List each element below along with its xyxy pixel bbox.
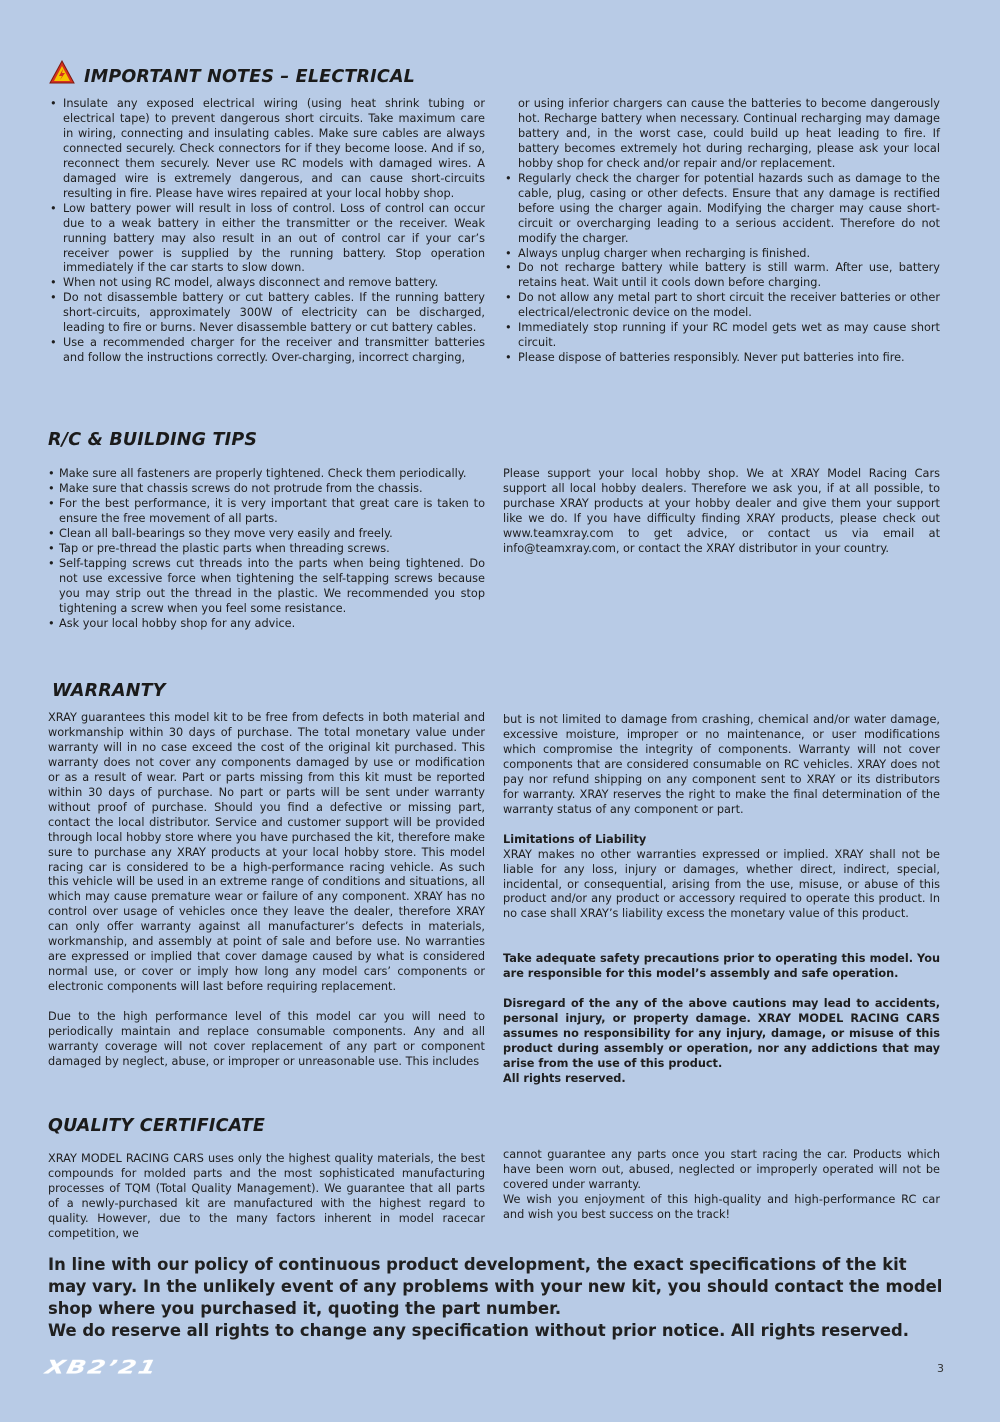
hobby-shop-note: Please support your local hobby shop. We at XRAY Model Racing Cars support all local hobby dealers. Therefore we ask you, if at all possible, to purchase XRAY products at your hobby dealer and give them your support like we do. If you have difficulty finding XRAY products, please check out www.teamxray.com to get advice, or contact us via email at info@teamxray.com, or contact the XRAY distributor in your country. <box>503 467 940 555</box>
list-item: • Do not disassemble battery or cut battery cables. If the running battery short-circuits, approximately 300W of electricity can be discharged, leading to fire or burns. Never disassemble battery or cut battery cables. <box>48 291 485 336</box>
list-item: • Low battery power will result in loss of control. Loss of control can occur due to a weak battery in either the transmitter or the receiver. Weak running battery may also result in an out of control car if your car’s receiver power is supplied by the running battery. Stop operation immediately if the car starts to slow down. <box>48 202 485 277</box>
list-item: • Use a recommended charger for the receiver and transmitter batteries and follow the instructions correctly. Over-charging, incorrect charging, <box>48 336 485 366</box>
list-item: • Ask your local hobby shop for any advice. <box>48 617 485 632</box>
list-item: • For the best performance, it is very important that great care is taken to ensure the free movement of all parts. <box>48 497 485 527</box>
list-item: • Immediately stop running if your RC model gets wet as may cause short circuit. <box>503 321 940 351</box>
quality-paragraph: XRAY MODEL RACING CARS uses only the highest quality materials, the best compounds for molded parts and the most sophisticated manufacturing processes of TQM (Total Quality Management). We guarantee that all parts of a newly-purchased kit are manufactured with the highest regard to quality. However, due to the many factors inherent in model racecar competition, we <box>48 1152 485 1240</box>
warranty-paragraph: but is not limited to damage from crashing, chemical and/or water damage, excessive moisture, improper or no maintenance, or user modifications which compromise the integrity of components. Warranty will not cover components that are considered consumable on RC vehicles. XRAY does not pay nor refund shipping on any component sent to XRAY or its distributors for warranty. XRAY reserves the right to make the final determination of the warranty status of any component or part. <box>503 713 940 816</box>
warranty-paragraph: XRAY guarantees this model kit to be free from defects in both material and workmanship within 30 days of purchase. The total monetary value under warranty will in no case exceed the cost of the original kit purchased. This warranty does not cover any components damaged by use or modification or as a result of wear. Part or parts missing from this kit must be reported within 30 days of purchase. No part or parts will be sent under warranty without proof of purchase. Should you find a defective or missing part, contact the local distributor. Service and customer support will be provided through local hobby store where you have purchased the kit, therefore make sure to purchase any XRAY products at your local hobby store. This model racing car is considered to be a high-performance racing vehicle. As such this vehicle will be used in an extreme range of conditions and situations, all which may cause premature wear or failure of any component. XRAY has no control over usage of vehicles once they leave the dealer, therefore XRAY can only offer warranty against all manufacturer’s defects in materials, workmanship, and assembly at point of sale and before use. No warranties are expressed or implied that cover damage caused by what is considered normal use, or cover or imply how long any model cars’ components or electronic components will last before requiring replacement. <box>48 711 485 994</box>
electrical-continuation: or using inferior chargers can cause the batteries to become dangerously hot. Recharge battery when necessary. Continual recharging may damage battery and, in the worst case, could build up heat leading to fire. If battery becomes extremely hot during recharging, please ask your local hobby shop for check and/or repair and/or replacement. <box>518 97 940 170</box>
page-number: 3 <box>937 1362 944 1375</box>
closing-line: We do reserve all rights to change any specification without prior notice. All rights reserved. <box>48 1321 909 1340</box>
quality-left-column <box>48 1152 485 1242</box>
quality-right-column <box>503 1148 940 1223</box>
xb2-logo: XB2’21 <box>43 1356 161 1378</box>
tips-left-column <box>48 467 485 631</box>
list-item: • Make sure that chassis screws do not protrude from the chassis. <box>48 482 485 497</box>
closing-line: In line with our policy of continuous product development, the exact specifications of the kit may vary. In the unlikely event of any problems with your new kit, you should contact the model shop where you purchased it, quoting the part number. <box>48 1255 943 1318</box>
list-item: • Do not allow any metal part to short circuit the receiver batteries or other electrical/electronic device on the model. <box>503 291 940 321</box>
list-item: • Regularly check the charger for potential hazards such as damage to the cable, plug, casing or other defects. Ensure that any damage is rectified before using the charger again. Modifying the charger may cause short-circuit or overcharging leading to a serious accident. Therefore do not modify the charger. <box>503 172 940 247</box>
warranty-title: WARRANTY <box>52 681 166 701</box>
quality-paragraph: cannot guarantee any parts once you start racing the car. Products which have been worn out, abused, neglected or improperly operated will not be covered under warranty. <box>503 1148 940 1191</box>
electrical-left-list <box>48 97 485 366</box>
warranty-left-column <box>48 711 485 1070</box>
electrical-left-column <box>48 97 485 366</box>
closing-statement <box>48 1254 948 1342</box>
disregard-notice: Disregard of the any of the above cautions may lead to accidents, personal injury, or property damage. XRAY MODEL RACING CARS assumes no responsibility for any injury, damage, or misuse of this product during assembly or operation, nor any addictions that may arise from the use of this product. <box>503 997 940 1071</box>
list-item: • When not using RC model, always disconnect and remove battery. <box>48 276 485 291</box>
quality-title: QUALITY CERTIFICATE <box>48 1116 266 1136</box>
liability-text: XRAY makes no other warranties expressed or implied. XRAY shall not be liable for any loss, injury or damages, whether direct, indirect, special, incidental, or consequential, arising from the use, misuse, or abuse of this product and/or any product or accessory required to operate this product. In no case shall XRAY’s liability excess the monetary value of this product. <box>503 847 940 921</box>
quality-paragraph: We wish you enjoyment of this high-quality and high-performance RC car and wish you best success on the track! <box>503 1192 940 1221</box>
warning-icon <box>49 60 75 84</box>
list-item: • Do not recharge battery while battery is still warm. After use, battery retains heat. Wait until it cools down before charging. <box>503 261 940 291</box>
warranty-right-column <box>503 713 940 1087</box>
tips-list <box>48 467 485 631</box>
safety-notice: Take adequate safety precautions prior to operating this model. You are responsible for this model’s assembly and safe operation. <box>503 952 940 981</box>
warranty-paragraph: Due to the high performance level of this model car you will need to periodically maintain and replace consumable components. Any and all warranty coverage will not cover replacement of any part or component damaged by neglect, abuse, or improper or unreasonable use. This includes <box>48 1010 485 1068</box>
electrical-right-list <box>503 172 940 366</box>
tips-right-column <box>503 467 940 557</box>
liability-title: Limitations of Liability <box>503 832 647 846</box>
list-item: • Clean all ball-bearings so they move very easily and freely. <box>48 527 485 542</box>
list-item: • Make sure all fasteners are properly tightened. Check them periodically. <box>48 467 485 482</box>
electrical-title: IMPORTANT NOTES – ELECTRICAL <box>84 67 416 87</box>
list-item: • Always unplug charger when recharging is finished. <box>503 247 940 262</box>
list-item: • Tap or pre-thread the plastic parts when threading screws. <box>48 542 485 557</box>
list-item: • Insulate any exposed electrical wiring (using heat shrink tubing or electrical tape) to prevent dangerous short circuits. Take maximum care in wiring, connecting and insulating cables. Make sure cables are always connected securely. Check connectors for if they become loose. And if so, reconnect them securely. Never use RC models with damaged wires. A damaged wire is extremely dangerous, and can cause short-circuits resulting in fire. Please have wires repaired at your local hobby shop. <box>48 97 485 202</box>
list-item: • Please dispose of batteries responsibly. Never put batteries into fire. <box>503 351 940 366</box>
rights-reserved: All rights reserved. <box>503 1072 626 1086</box>
electrical-right-column <box>503 97 940 366</box>
tips-title: R/C & BUILDING TIPS <box>48 430 258 450</box>
list-item: • Self-tapping screws cut threads into the parts when being tightened. Do not use excessive force when tightening the self-tapping screws because you may strip out the thread in the plastic. We recommended you stop tightening a screw when you feel some resistance. <box>48 557 485 617</box>
